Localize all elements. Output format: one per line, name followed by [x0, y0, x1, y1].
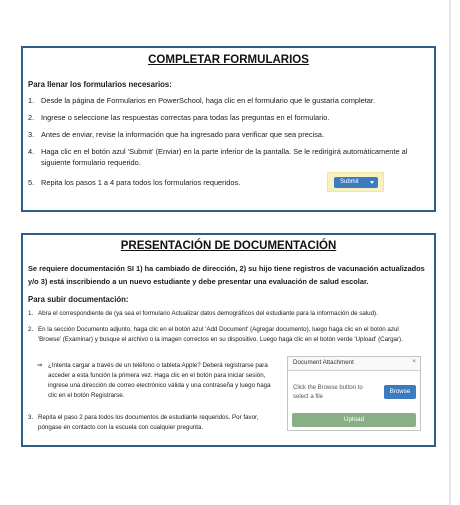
close-icon[interactable]: × — [412, 358, 416, 365]
step-number: 1. — [28, 96, 35, 105]
step-number: 3. — [28, 414, 34, 421]
attachment-header — [288, 357, 420, 371]
forms-step-4 — [28, 147, 423, 168]
forms-step-1 — [28, 96, 423, 107]
step-text: Antes de enviar, revise la información que ha ingresado para verificar que sea precisa. — [41, 130, 325, 139]
caret-down-icon — [370, 181, 374, 184]
forms-step-2 — [28, 113, 423, 124]
step-number: 4. — [28, 147, 35, 156]
step-text: Desde la página de Formularios en PowerSchool, haga clic en el formulario que le gustaría completar. — [41, 96, 375, 105]
upload-step-2 — [28, 325, 428, 345]
apple-device-note — [37, 361, 282, 401]
step-text: Abra el correspondiente de (ya sea el formulario Actualizar datos demográficos del estudiante para la información de salud). — [38, 310, 378, 317]
submit-button-example — [327, 172, 384, 192]
step-text: Ingrese o seleccione las respuestas correctas para todas las preguntas en el formulario. — [41, 113, 330, 122]
step-text: Haga clic en el botón azul 'Submit' (Enviar) en la parte inferior de la pantalla. Se le redirigirá automáticamente al siguiente formulario requerido. — [41, 147, 408, 167]
attachment-help-text: Click the Browse button to select a file — [293, 385, 363, 400]
complete-forms-subtitle: Para llenar los formularios necesarios: — [28, 80, 172, 89]
step-number: 5. — [28, 178, 35, 187]
forms-step-3 — [28, 130, 423, 141]
step-number: 3. — [28, 130, 35, 139]
documentation-panel — [21, 233, 436, 447]
upload-step-1 — [28, 309, 428, 319]
documentation-title: PRESENTACIÓN DE DOCUMENTACIÓN — [120, 240, 337, 252]
submit-button[interactable] — [334, 177, 378, 188]
step-text: Repita el paso 2 para todos los documentos de estudiante requeridos. Por favor, póngase en contacto con la escuela con cualquier pregunta. — [38, 414, 259, 431]
submit-button-label: Submit — [340, 179, 359, 185]
step-number: 2. — [28, 113, 35, 122]
complete-forms-panel — [21, 46, 436, 212]
upload-button[interactable]: Upload — [292, 413, 416, 427]
documentation-subtitle: Para subir documentación: — [28, 295, 129, 304]
apple-note-text: ¿Intenta cargar a través de un teléfono o tableta Apple? Deberá registrarse para acceder a esta función la primera vez. Haga clic en el botón para iniciar sesión, ingrese una dirección de correo electrónico válida y una contraseña y luego haga clic en el botón Registrarse. — [48, 362, 271, 399]
attachment-title: Document Attachment — [293, 359, 354, 366]
step-text: En la sección Documento adjunto, haga clic en el botón azul 'Add Document' (Agregar documento), luego haga clic en el botón azul 'Browse' (Examinar) y busque el archivo o la imagen correctos en su dispositivo. Luego haga clic en el botón verde 'Upload' (Cargar). — [38, 326, 403, 343]
arrow-right-icon: ⇒ — [37, 362, 43, 369]
upload-step-3 — [28, 413, 273, 433]
step-text: Repita los pasos 1 a 4 para todos los formularios requeridos. — [41, 178, 241, 187]
document-attachment-dialog — [287, 356, 421, 431]
step-number: 1. — [28, 310, 34, 317]
page-edge-divider — [449, 0, 451, 505]
complete-forms-title: COMPLETAR FORMULARIOS — [148, 54, 309, 66]
browse-button[interactable]: Browse — [384, 385, 416, 399]
step-number: 2. — [28, 326, 34, 333]
documentation-intro: Se requiere documentación SI 1) ha cambiado de dirección, 2) su hijo tiene registros de vacunación actualizados y/o 3) está inscribiendo a un nuevo estudiante y debe presentar una evaluación de salud escolar. — [28, 264, 425, 286]
